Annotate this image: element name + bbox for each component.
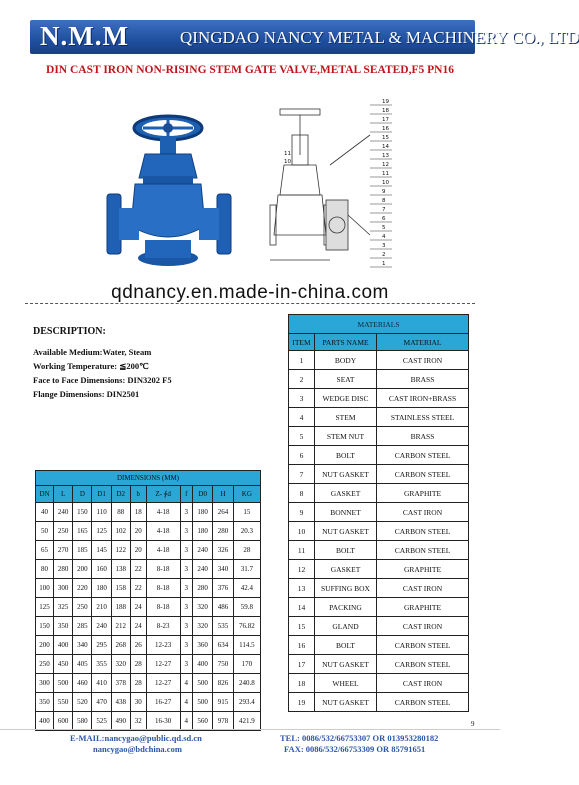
- table-cell: 125: [92, 522, 111, 541]
- table-cell: 20.3: [233, 522, 260, 541]
- table-cell: 3: [180, 541, 192, 560]
- table-cell: 180: [193, 503, 213, 522]
- table-cell: 17: [289, 655, 315, 674]
- table-cell: CAST IRON: [377, 579, 469, 598]
- table-cell: 340: [213, 560, 233, 579]
- table-cell: 8-23: [146, 617, 180, 636]
- table-cell: 200: [36, 636, 54, 655]
- table-cell: 165: [73, 522, 92, 541]
- table-cell: 486: [213, 598, 233, 617]
- dimensions-header: Z- ∮d: [146, 486, 180, 503]
- table-row: [36, 579, 261, 598]
- drawing-callout-label: 10: [382, 180, 389, 186]
- table-cell: CARBON STEEL: [377, 655, 469, 674]
- table-cell: 250: [54, 522, 73, 541]
- table-row: [36, 674, 261, 693]
- table-cell: PACKING: [315, 598, 377, 617]
- table-cell: 3: [180, 522, 192, 541]
- table-cell: 76.82: [233, 617, 260, 636]
- table-cell: 11: [289, 541, 315, 560]
- table-cell: 22: [130, 579, 146, 598]
- table-cell: 295: [92, 636, 111, 655]
- table-cell: 4-18: [146, 522, 180, 541]
- table-cell: 16: [289, 636, 315, 655]
- table-cell: 525: [92, 712, 111, 731]
- table-cell: GRAPHITE: [377, 560, 469, 579]
- table-row: [36, 617, 261, 636]
- table-row: [289, 674, 469, 693]
- dimensions-header: L: [54, 486, 73, 503]
- table-cell: 212: [111, 617, 130, 636]
- table-cell: 376: [213, 579, 233, 598]
- table-cell: 826: [213, 674, 233, 693]
- table-cell: 88: [111, 503, 130, 522]
- drawing-callout-label: 16: [382, 126, 389, 132]
- table-row: [289, 503, 469, 522]
- table-row: [289, 408, 469, 427]
- table-cell: 12: [289, 560, 315, 579]
- table-cell: 158: [111, 579, 130, 598]
- table-cell: 180: [92, 579, 111, 598]
- table-cell: 170: [233, 655, 260, 674]
- table-cell: BODY: [315, 351, 377, 370]
- table-cell: 280: [193, 579, 213, 598]
- dimensions-header: D1: [92, 486, 111, 503]
- table-cell: 14: [289, 598, 315, 617]
- table-cell: CARBON STEEL: [377, 541, 469, 560]
- table-cell: 405: [73, 655, 92, 674]
- table-cell: 240.8: [233, 674, 260, 693]
- table-cell: 42.4: [233, 579, 260, 598]
- table-cell: 325: [54, 598, 73, 617]
- table-cell: 65: [36, 541, 54, 560]
- table-cell: 600: [54, 712, 73, 731]
- dimensions-header: KG: [233, 486, 260, 503]
- dimensions-header: D2: [111, 486, 130, 503]
- table-cell: 400: [36, 712, 54, 731]
- drawing-callout-label: 7: [382, 207, 386, 213]
- table-cell: 3: [180, 636, 192, 655]
- drawing-callout-label: 18: [382, 108, 389, 114]
- table-cell: 16-30: [146, 712, 180, 731]
- table-row: [289, 541, 469, 560]
- table-cell: 293.4: [233, 693, 260, 712]
- dimensions-header: D: [73, 486, 92, 503]
- materials-table: [288, 314, 469, 712]
- table-cell: 6: [289, 446, 315, 465]
- dimensions-table: [35, 470, 261, 731]
- table-cell: 200: [73, 560, 92, 579]
- table-cell: 470: [92, 693, 111, 712]
- company-banner: [30, 20, 579, 54]
- table-cell: BOLT: [315, 636, 377, 655]
- table-cell: 8: [289, 484, 315, 503]
- table-cell: BRASS: [377, 370, 469, 389]
- table-cell: 460: [73, 674, 92, 693]
- table-cell: CAST IRON: [377, 617, 469, 636]
- table-cell: 3: [180, 579, 192, 598]
- drawing-callout-label: 1: [382, 261, 386, 267]
- table-cell: 320: [193, 598, 213, 617]
- table-cell: 138: [111, 560, 130, 579]
- telephone: TEL: 0086/532/66753307 OR 013953280182: [280, 733, 439, 743]
- table-cell: 102: [111, 522, 130, 541]
- table-cell: 580: [73, 712, 92, 731]
- table-row: [289, 655, 469, 674]
- dimensions-header: DN: [36, 486, 54, 503]
- table-cell: 410: [92, 674, 111, 693]
- table-cell: 3: [180, 598, 192, 617]
- table-cell: 19: [289, 693, 315, 712]
- description-line: Working Temperature: ≦200℃: [33, 361, 149, 371]
- table-cell: NUT GASKET: [315, 522, 377, 541]
- materials-header: ITEM: [289, 334, 315, 351]
- table-cell: BRASS: [377, 427, 469, 446]
- page-title: DIN CAST IRON NON-RISING STEM GATE VALVE,METAL SEATED,F5 PN16: [46, 64, 454, 76]
- table-cell: 4: [289, 408, 315, 427]
- table-row: [289, 484, 469, 503]
- table-cell: GASKET: [315, 484, 377, 503]
- table-cell: 978: [213, 712, 233, 731]
- table-cell: CARBON STEEL: [377, 693, 469, 712]
- table-cell: 188: [111, 598, 130, 617]
- dimensions-caption: DIMENSIONS (MM): [36, 471, 261, 486]
- svg-text:11: 11: [284, 151, 291, 157]
- drawing-callout-label: 6: [382, 216, 386, 222]
- table-cell: 326: [213, 541, 233, 560]
- table-cell: 400: [193, 655, 213, 674]
- drawing-callout-label: 2: [382, 252, 386, 258]
- table-cell: 5: [289, 427, 315, 446]
- table-row: [36, 503, 261, 522]
- table-cell: 114.5: [233, 636, 260, 655]
- drawing-callout-label: 14: [382, 144, 389, 150]
- table-cell: 550: [54, 693, 73, 712]
- brand-logo: N.M.M: [40, 21, 129, 51]
- table-cell: 8-18: [146, 560, 180, 579]
- drawing-callout-label: 17: [382, 117, 389, 123]
- drawing-callout-label: 9: [382, 189, 386, 195]
- table-cell: 150: [36, 617, 54, 636]
- company-name: QINGDAO NANCY METAL & MACHINERY CO., LTD: [180, 28, 579, 47]
- table-cell: 520: [73, 693, 92, 712]
- table-cell: 24: [130, 598, 146, 617]
- table-cell: 110: [92, 503, 111, 522]
- table-cell: 4: [180, 674, 192, 693]
- table-cell: 185: [73, 541, 92, 560]
- table-cell: GRAPHITE: [377, 598, 469, 617]
- table-cell: CAST IRON: [377, 351, 469, 370]
- table-row: [289, 617, 469, 636]
- table-cell: BONNET: [315, 503, 377, 522]
- table-cell: 15: [233, 503, 260, 522]
- dimensions-header: D0: [193, 486, 213, 503]
- table-cell: STEM NUT: [315, 427, 377, 446]
- drawing-callout-label: 13: [382, 153, 389, 159]
- table-cell: 250: [36, 655, 54, 674]
- table-cell: 280: [54, 560, 73, 579]
- drawing-callout-label: 11: [382, 171, 389, 177]
- table-cell: 300: [54, 579, 73, 598]
- table-cell: 7: [289, 465, 315, 484]
- table-cell: 50: [36, 522, 54, 541]
- table-cell: 9: [289, 503, 315, 522]
- table-cell: 180: [193, 522, 213, 541]
- table-row: [289, 370, 469, 389]
- table-row: [36, 522, 261, 541]
- table-cell: 160: [92, 560, 111, 579]
- table-row: [36, 636, 261, 655]
- table-cell: 4-18: [146, 541, 180, 560]
- table-cell: CARBON STEEL: [377, 465, 469, 484]
- table-cell: 32: [130, 712, 146, 731]
- dimensions-header: f: [180, 486, 192, 503]
- table-cell: STAINLESS STEEL: [377, 408, 469, 427]
- table-row: [36, 541, 261, 560]
- table-cell: CARBON STEEL: [377, 522, 469, 541]
- table-cell: 3: [180, 617, 192, 636]
- table-cell: WHEEL: [315, 674, 377, 693]
- table-cell: NUT GASKET: [315, 465, 377, 484]
- table-cell: 145: [92, 541, 111, 560]
- table-cell: 18: [130, 503, 146, 522]
- table-cell: 360: [193, 636, 213, 655]
- table-cell: 28: [233, 541, 260, 560]
- email-primary[interactable]: E-MAIL:nancygao@public.qd.sd.cn: [70, 733, 202, 743]
- drawing-callout-label: 8: [382, 198, 386, 204]
- valve-photo: [105, 108, 235, 278]
- table-cell: CAST IRON: [377, 674, 469, 693]
- table-cell: 8-18: [146, 598, 180, 617]
- table-cell: BOLT: [315, 446, 377, 465]
- table-cell: 8-18: [146, 579, 180, 598]
- table-cell: 3: [180, 503, 192, 522]
- drawing-callout-label: 3: [382, 243, 386, 249]
- table-cell: 264: [213, 503, 233, 522]
- table-cell: 340: [73, 636, 92, 655]
- table-cell: CAST IRON+BRASS: [377, 389, 469, 408]
- table-cell: CARBON STEEL: [377, 446, 469, 465]
- table-cell: 12-23: [146, 636, 180, 655]
- description-line: Available Medium:Water, Steam: [33, 347, 152, 357]
- table-cell: SEAT: [315, 370, 377, 389]
- table-row: [36, 655, 261, 674]
- table-cell: 750: [213, 655, 233, 674]
- table-cell: 240: [54, 503, 73, 522]
- table-row: [289, 598, 469, 617]
- table-cell: 210: [92, 598, 111, 617]
- table-row: [36, 560, 261, 579]
- table-cell: 10: [289, 522, 315, 541]
- dimensions-header: b: [130, 486, 146, 503]
- table-cell: 28: [130, 674, 146, 693]
- dimensions-header: H: [213, 486, 233, 503]
- table-cell: 1: [289, 351, 315, 370]
- table-cell: GRAPHITE: [377, 484, 469, 503]
- table-row: [36, 712, 261, 731]
- table-cell: 20: [130, 541, 146, 560]
- table-cell: GASKET: [315, 560, 377, 579]
- materials-header: MATERIAL: [377, 334, 469, 351]
- table-cell: 13: [289, 579, 315, 598]
- table-cell: 500: [193, 693, 213, 712]
- table-cell: WEDGE DISC: [315, 389, 377, 408]
- table-cell: BOLT: [315, 541, 377, 560]
- section-divider: [25, 303, 475, 304]
- table-cell: 300: [36, 674, 54, 693]
- table-row: [289, 522, 469, 541]
- table-cell: 320: [111, 655, 130, 674]
- table-cell: 20: [130, 522, 146, 541]
- table-cell: GLAND: [315, 617, 377, 636]
- table-row: [289, 351, 469, 370]
- table-cell: CARBON STEEL: [377, 636, 469, 655]
- table-cell: 150: [73, 503, 92, 522]
- table-cell: 3: [180, 655, 192, 674]
- table-cell: 3: [180, 560, 192, 579]
- table-cell: 122: [111, 541, 130, 560]
- table-cell: 240: [193, 560, 213, 579]
- svg-text:10: 10: [284, 159, 291, 165]
- table-cell: 15: [289, 617, 315, 636]
- table-cell: 378: [111, 674, 130, 693]
- table-cell: 268: [111, 636, 130, 655]
- table-cell: 285: [73, 617, 92, 636]
- table-cell: 12-27: [146, 655, 180, 674]
- table-cell: 535: [213, 617, 233, 636]
- table-cell: 59.8: [233, 598, 260, 617]
- table-cell: 3: [289, 389, 315, 408]
- table-row: [289, 560, 469, 579]
- table-cell: 634: [213, 636, 233, 655]
- table-cell: 450: [54, 655, 73, 674]
- table-cell: CAST IRON: [377, 503, 469, 522]
- table-cell: 16-27: [146, 693, 180, 712]
- table-cell: 100: [36, 579, 54, 598]
- table-cell: 280: [213, 522, 233, 541]
- description-line: Flange Dimensions: DIN2501: [33, 389, 140, 399]
- table-cell: 30: [130, 693, 146, 712]
- table-cell: 18: [289, 674, 315, 693]
- table-cell: 500: [193, 674, 213, 693]
- table-cell: 4: [180, 712, 192, 731]
- table-cell: STEM: [315, 408, 377, 427]
- table-cell: 350: [36, 693, 54, 712]
- website-url[interactable]: qdnancy.en.made-in-china.com: [111, 282, 389, 303]
- table-cell: 500: [54, 674, 73, 693]
- contact-footer: [0, 729, 500, 756]
- table-cell: 355: [92, 655, 111, 674]
- table-cell: 320: [193, 617, 213, 636]
- table-row: [289, 693, 469, 712]
- fax: FAX: 0086/532/66753309 OR 85791651: [284, 744, 426, 754]
- table-cell: 26: [130, 636, 146, 655]
- table-cell: 490: [111, 712, 130, 731]
- table-row: [289, 579, 469, 598]
- drawing-callout-label: 5: [382, 225, 386, 231]
- drawing-callout-label: 12: [382, 162, 389, 168]
- table-cell: 438: [111, 693, 130, 712]
- table-cell: 40: [36, 503, 54, 522]
- page-number: 9: [471, 720, 475, 728]
- table-row: [36, 693, 261, 712]
- table-cell: 250: [73, 598, 92, 617]
- table-cell: 80: [36, 560, 54, 579]
- table-cell: 350: [54, 617, 73, 636]
- table-cell: 24: [130, 617, 146, 636]
- materials-header: PARTS NAME: [315, 334, 377, 351]
- table-row: [289, 636, 469, 655]
- table-row: [289, 465, 469, 484]
- table-cell: 125: [36, 598, 54, 617]
- table-cell: 2: [289, 370, 315, 389]
- table-row: [289, 427, 469, 446]
- table-row: [36, 598, 261, 617]
- drawing-callout-label: 19: [382, 99, 389, 105]
- email-secondary[interactable]: nancygao@bdchina.com: [93, 744, 182, 754]
- table-cell: 240: [92, 617, 111, 636]
- table-cell: 915: [213, 693, 233, 712]
- table-cell: 31.7: [233, 560, 260, 579]
- table-cell: 240: [193, 541, 213, 560]
- table-row: [289, 446, 469, 465]
- table-cell: NUT GASKET: [315, 693, 377, 712]
- table-cell: SUFFING BOX: [315, 579, 377, 598]
- drawing-callout-label: 4: [382, 234, 386, 240]
- table-cell: 4: [180, 693, 192, 712]
- table-row: [289, 389, 469, 408]
- valve-technical-drawing: [270, 95, 410, 275]
- description-block: [33, 325, 172, 401]
- description-heading: DESCRIPTION:: [33, 326, 106, 337]
- table-cell: NUT GASKET: [315, 655, 377, 674]
- materials-caption: MATERIALS: [289, 315, 469, 334]
- description-line: Face to Face Dimensions: DIN3202 F5: [33, 375, 172, 385]
- table-cell: 22: [130, 560, 146, 579]
- table-cell: 421.9: [233, 712, 260, 731]
- table-cell: 12-27: [146, 674, 180, 693]
- table-cell: 560: [193, 712, 213, 731]
- table-cell: 220: [73, 579, 92, 598]
- table-cell: 4-18: [146, 503, 180, 522]
- table-cell: 28: [130, 655, 146, 674]
- table-cell: 400: [54, 636, 73, 655]
- table-cell: 270: [54, 541, 73, 560]
- drawing-callout-label: 15: [382, 135, 389, 141]
